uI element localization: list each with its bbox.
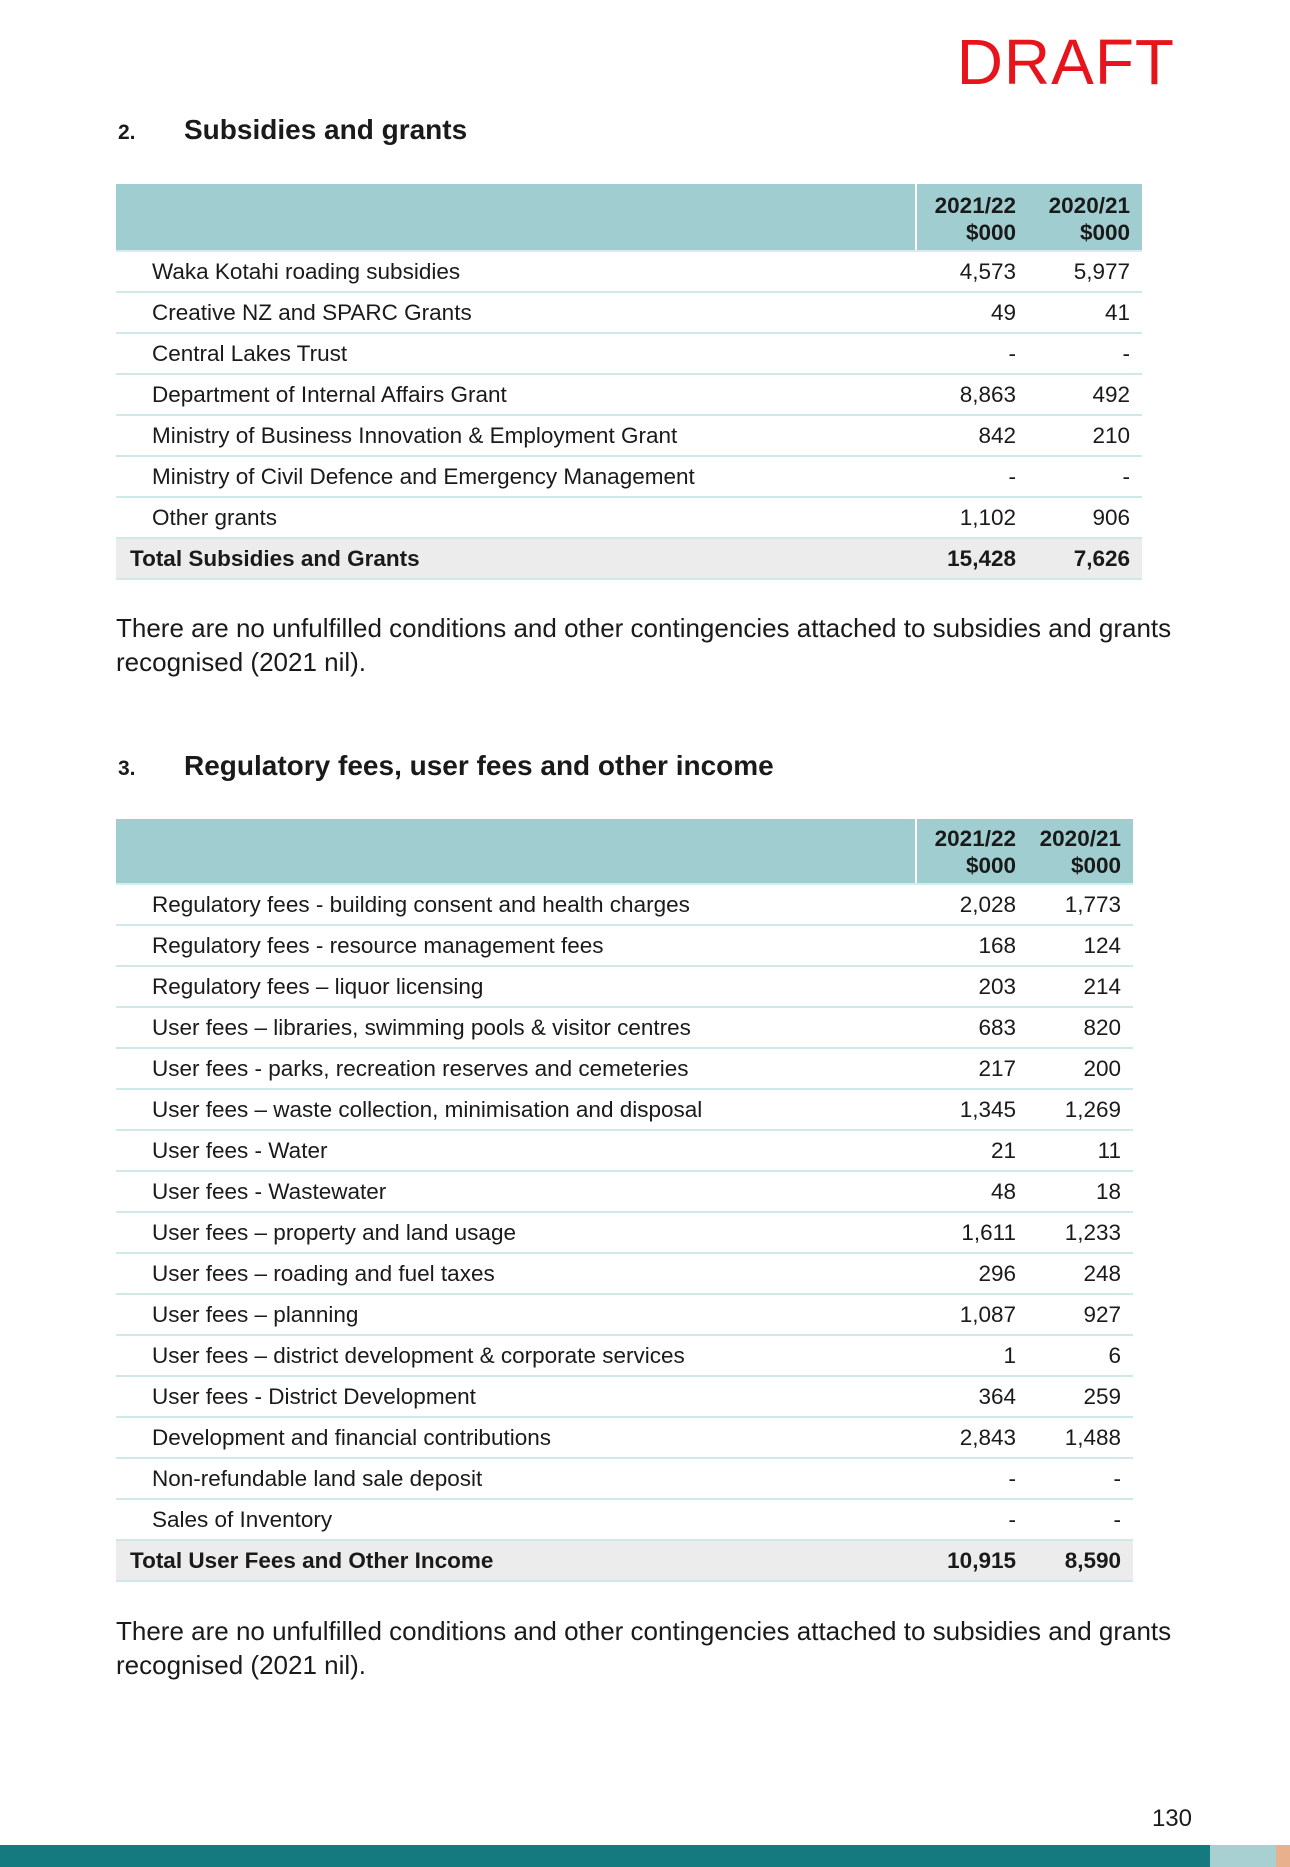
row-label: Waka Kotahi roading subsidies (116, 251, 916, 292)
value-2020-21: 214 (1028, 966, 1133, 1007)
row-label: User fees – district development & corporate services (116, 1335, 916, 1376)
header-col-2020-21: 2020/21 $000 (1028, 819, 1133, 884)
footer-accent (1276, 1845, 1290, 1867)
table-row (116, 456, 1142, 497)
table-row (116, 374, 1142, 415)
row-label: Non-refundable land sale deposit (116, 1458, 916, 1499)
page-number: 130 (1151, 1805, 1192, 1832)
table-row (116, 1130, 1133, 1171)
row-label: Development and financial contributions (116, 1417, 916, 1458)
row-label: User fees - parks, recreation reserves and cemeteries (116, 1048, 916, 1089)
table-row (116, 1376, 1133, 1417)
value-2020-21: 124 (1028, 925, 1133, 966)
draft-watermark: DRAFT (956, 26, 1175, 98)
value-2021-22: 203 (916, 966, 1028, 1007)
footer-bar (0, 1845, 1290, 1867)
value-2020-21: 41 (1028, 292, 1142, 333)
value-2020-21: 200 (1028, 1048, 1133, 1089)
value-2020-21: 248 (1028, 1253, 1133, 1294)
footer-accent (1210, 1845, 1276, 1867)
total-2020-21: 8,590 (1028, 1540, 1133, 1581)
value-2021-22: - (916, 333, 1028, 374)
value-2021-22: 1 (916, 1335, 1028, 1376)
value-2021-22: 8,863 (916, 374, 1028, 415)
value-2020-21: 820 (1028, 1007, 1133, 1048)
table-row (116, 966, 1133, 1007)
subsidies-grants-table (116, 184, 1142, 580)
total-label: Total User Fees and Other Income (116, 1540, 916, 1581)
value-2021-22: - (916, 1458, 1028, 1499)
value-2021-22: 4,573 (916, 251, 1028, 292)
row-label: Regulatory fees - resource management fees (116, 925, 916, 966)
value-2020-21: - (1028, 1499, 1133, 1540)
value-2021-22: 1,087 (916, 1294, 1028, 1335)
total-label: Total Subsidies and Grants (116, 538, 916, 579)
value-2021-22: 1,102 (916, 497, 1028, 538)
table-row (116, 884, 1133, 925)
section-title: Subsidies and grants (184, 114, 468, 145)
table-row (116, 1171, 1133, 1212)
total-2021-22: 15,428 (916, 538, 1028, 579)
value-2020-21: - (1028, 456, 1142, 497)
total-row (116, 1540, 1133, 1581)
table-row (116, 1048, 1133, 1089)
table-row (116, 497, 1142, 538)
value-2021-22: - (916, 456, 1028, 497)
regulatory-fees-table (116, 819, 1133, 1582)
value-2020-21: 1,488 (1028, 1417, 1133, 1458)
value-2021-22: 1,611 (916, 1212, 1028, 1253)
table-row (116, 292, 1142, 333)
fees-note: There are no unfulfilled conditions and other contingencies attached to subsidies and grants recognised (2021 nil). (116, 1616, 1172, 1680)
value-2020-21: - (1028, 333, 1142, 374)
value-2020-21: 1,233 (1028, 1212, 1133, 1253)
value-2021-22: 842 (916, 415, 1028, 456)
row-label: Regulatory fees - building consent and health charges (116, 884, 916, 925)
section-heading-fees (118, 750, 774, 782)
value-2020-21: 906 (1028, 497, 1142, 538)
row-label: Central Lakes Trust (116, 333, 916, 374)
value-2020-21: 1,773 (1028, 884, 1133, 925)
section-title: Regulatory fees, user fees and other income (184, 750, 774, 781)
value-2021-22: 48 (916, 1171, 1028, 1212)
row-label: Ministry of Civil Defence and Emergency Management (116, 456, 916, 497)
table-header-row (116, 184, 1142, 251)
row-label: Sales of Inventory (116, 1499, 916, 1540)
value-2020-21: 18 (1028, 1171, 1133, 1212)
section-number: 2. (118, 121, 136, 144)
row-label: Creative NZ and SPARC Grants (116, 292, 916, 333)
value-2021-22: 2,028 (916, 884, 1028, 925)
row-label: Other grants (116, 497, 916, 538)
row-label: User fees – libraries, swimming pools & visitor centres (116, 1007, 916, 1048)
row-label: Ministry of Business Innovation & Employment Grant (116, 415, 916, 456)
value-2020-21: 927 (1028, 1294, 1133, 1335)
row-label: User fees - Water (116, 1130, 916, 1171)
total-row (116, 538, 1142, 579)
value-2021-22: - (916, 1499, 1028, 1540)
value-2020-21: 6 (1028, 1335, 1133, 1376)
row-label: User fees – property and land usage (116, 1212, 916, 1253)
value-2021-22: 21 (916, 1130, 1028, 1171)
table-row (116, 1007, 1133, 1048)
header-col-2020-21: 2020/21 $000 (1028, 184, 1142, 251)
table-row (116, 1499, 1133, 1540)
value-2021-22: 2,843 (916, 1417, 1028, 1458)
header-label-cell (116, 184, 916, 251)
row-label: User fees – planning (116, 1294, 916, 1335)
value-2020-21: 11 (1028, 1130, 1133, 1171)
value-2020-21: 1,269 (1028, 1089, 1133, 1130)
total-2021-22: 10,915 (916, 1540, 1028, 1581)
row-label: User fees - Wastewater (116, 1171, 916, 1212)
row-label: User fees – roading and fuel taxes (116, 1253, 916, 1294)
table-row (116, 1089, 1133, 1130)
table-row (116, 251, 1142, 292)
header-label-cell (116, 819, 916, 884)
table-row (116, 333, 1142, 374)
table-row (116, 1212, 1133, 1253)
table-row (116, 1458, 1133, 1499)
table-row (116, 1253, 1133, 1294)
header-col-2021-22: 2021/22 $000 (916, 184, 1028, 251)
value-2021-22: 217 (916, 1048, 1028, 1089)
table-row (116, 415, 1142, 456)
total-2020-21: 7,626 (1028, 538, 1142, 579)
subsidies-note: There are no unfulfilled conditions and other contingencies attached to subsidies and grants recognised (2021 nil). (116, 613, 1172, 677)
value-2021-22: 296 (916, 1253, 1028, 1294)
value-2020-21: - (1028, 1458, 1133, 1499)
row-label: User fees - District Development (116, 1376, 916, 1417)
table-row (116, 925, 1133, 966)
value-2021-22: 49 (916, 292, 1028, 333)
row-label: User fees – waste collection, minimisation and disposal (116, 1089, 916, 1130)
row-label: Regulatory fees – liquor licensing (116, 966, 916, 1007)
table-row (116, 1417, 1133, 1458)
row-label: Department of Internal Affairs Grant (116, 374, 916, 415)
value-2021-22: 1,345 (916, 1089, 1028, 1130)
value-2020-21: 259 (1028, 1376, 1133, 1417)
section-number: 3. (118, 757, 136, 780)
value-2021-22: 683 (916, 1007, 1028, 1048)
value-2021-22: 364 (916, 1376, 1028, 1417)
header-col-2021-22: 2021/22 $000 (916, 819, 1028, 884)
table-row (116, 1294, 1133, 1335)
value-2021-22: 168 (916, 925, 1028, 966)
table-header-row (116, 819, 1133, 884)
section-heading-subsidies (118, 114, 467, 146)
value-2020-21: 210 (1028, 415, 1142, 456)
value-2020-21: 492 (1028, 374, 1142, 415)
table-row (116, 1335, 1133, 1376)
value-2020-21: 5,977 (1028, 251, 1142, 292)
